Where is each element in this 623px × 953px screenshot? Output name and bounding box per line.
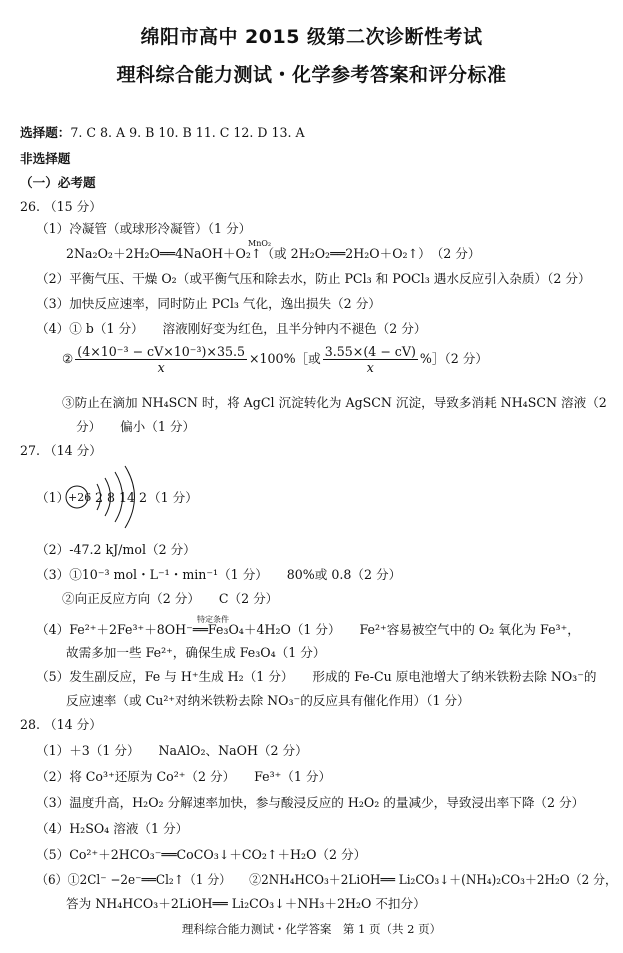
q26-part3: （3）加快反应速率，同时防止 PCl₃ 气化，逸出损失（2 分） xyxy=(36,296,381,311)
q27-heading: 27. （14 分） xyxy=(20,443,102,458)
q27-part5-line2: 反应速率（或 Cu²⁺对纳米铁粉去除 NO₃⁻的反应具有催化作用）（1 分） xyxy=(66,693,470,708)
q26-fraction-2-denominator: x xyxy=(366,360,374,375)
q27-part2: （2）-47.2 kJ/mol（2 分） xyxy=(36,542,196,557)
q27-part3-line2: ②向正反应方向（2 分） C（2 分） xyxy=(62,591,279,606)
q27-part4-line2: 故需多加一些 Fe²⁺，确保生成 Fe₃O₄（1 分） xyxy=(66,645,326,660)
non-multiple-choice-label: 非选择题 xyxy=(20,151,71,166)
multiple-choice-label: 选择题： xyxy=(20,125,71,140)
q27-part5: （5）发生副反应，Fe 与 H⁺生成 H₂（1 分） 形成的 Fe-Cu 原电池增大了纳米铁粉去除 NO₃⁻的 xyxy=(36,669,597,684)
q26-fraction-2 xyxy=(323,344,418,375)
q28-part5: （5）Co²⁺＋2HCO₃⁻══CoCO₃↓＋CO₂↑＋H₂O（2 分） xyxy=(36,847,367,862)
q27-part3: （3）①10⁻³ mol・L⁻¹・min⁻¹（1 分） 80%或 0.8（2 分） xyxy=(36,567,402,582)
page-subtitle: 理科综合能力测试・化学参考答案和评分标准 xyxy=(116,64,507,86)
q28-part6: （6）①2Cl⁻ −2e⁻══Cl₂↑（1 分） ②2NH₄HCO₃＋2LiOH══ Li₂CO₃↓＋(NH₄)₂CO₃＋2H₂O（2 分， xyxy=(36,872,618,887)
q28-part4: （4）H₂SO₄ 溶液（1 分） xyxy=(36,821,189,836)
q28-part2: （2）将 Co³⁺还原为 Co²⁺（2 分） Fe³⁺（1 分） xyxy=(36,769,332,784)
q28-part6-line2: 答为 NH₄HCO₃＋2LiOH══ Li₂CO₃↓＋NH₃＋2H₂O 不扣分） xyxy=(66,896,426,911)
q26-fraction-2-numerator: 3.55×(4 − cV) xyxy=(324,344,416,359)
q26-reaction-condition: MnO₂ xyxy=(248,239,272,248)
nucleus-label: +26 xyxy=(68,491,92,504)
q26-formula xyxy=(62,343,488,375)
page-footer: 理科综合能力测试・化学答案 第 1 页（共 2 页） xyxy=(181,922,442,936)
q26-formula-middle: ×100%［或 xyxy=(248,351,321,366)
multiple-choice-answers xyxy=(20,125,305,141)
q27-part1-prefix: （1） xyxy=(36,490,70,505)
q26-part4: （4）① b（1 分） 溶液刚好变为红色，且半分钟内不褪色（2 分） xyxy=(36,321,427,336)
q26-formula-prefix: ② xyxy=(62,351,74,366)
page-title: 绵阳市高中 2015 级第二次诊断性考试 xyxy=(140,26,483,48)
q26-part2: （2）平衡气压、干燥 O₂（或平衡气压和除去水，防止 PCl₃ 和 POCl₃ 遇水反应引入杂质）（2 分） xyxy=(36,271,591,286)
q26-part1-equation: 2Na₂O₂＋2H₂O══4NaOH＋O₂↑（或 2H₂O₂══2H₂O＋O₂↑） （2 分） xyxy=(66,246,481,261)
q28-part1: （1）＋3（1 分） NaAlO₂、NaOH（2 分） xyxy=(36,743,308,758)
q28-part3: （3）温度升高，H₂O₂ 分解速率加快，参与酸浸反应的 H₂O₂ 的量减少，导致浸出率下降（2 分） xyxy=(36,795,585,810)
q26-fraction-1 xyxy=(75,344,247,375)
q26-fraction-1-denominator: x xyxy=(157,360,165,375)
q27-part1-score: （1 分） xyxy=(148,490,198,505)
q26-formula-suffix: %］（2 分） xyxy=(419,351,488,366)
q28-heading: 28. （14 分） xyxy=(20,717,102,732)
q26-fraction-1-numerator: (4×10⁻³ − cV×10⁻³)×35.5 xyxy=(77,344,245,359)
q27-reaction-condition: 特定条件 xyxy=(197,615,229,624)
q26-part1: （1）冷凝管（或球形冷凝管）（1 分） xyxy=(36,221,252,236)
required-section-label: （一）必考题 xyxy=(20,175,96,190)
multiple-choice-values: 7. C 8. A 9. B 10. B 11. C 12. D 13. A xyxy=(70,125,305,140)
q26-heading: 26. （15 分） xyxy=(20,199,102,214)
q26-part4-line3: ③防止在滴加 NH₄SCN 时，将 AgCl 沉淀转化为 AgSCN 沉淀，导致多消耗 NH₄SCN 溶液（2 xyxy=(62,395,607,410)
electron-shell-counts: 2 8 14 2 xyxy=(95,490,148,505)
q26-part4-line4: 分） 偏小（1 分） xyxy=(76,419,196,434)
q27-part4: （4）Fe²⁺＋2Fe³⁺＋8OH⁻══Fe₃O₄＋4H₂O（1 分） Fe²⁺容易被空气中的 O₂ 氧化为 Fe³⁺， xyxy=(36,622,580,637)
